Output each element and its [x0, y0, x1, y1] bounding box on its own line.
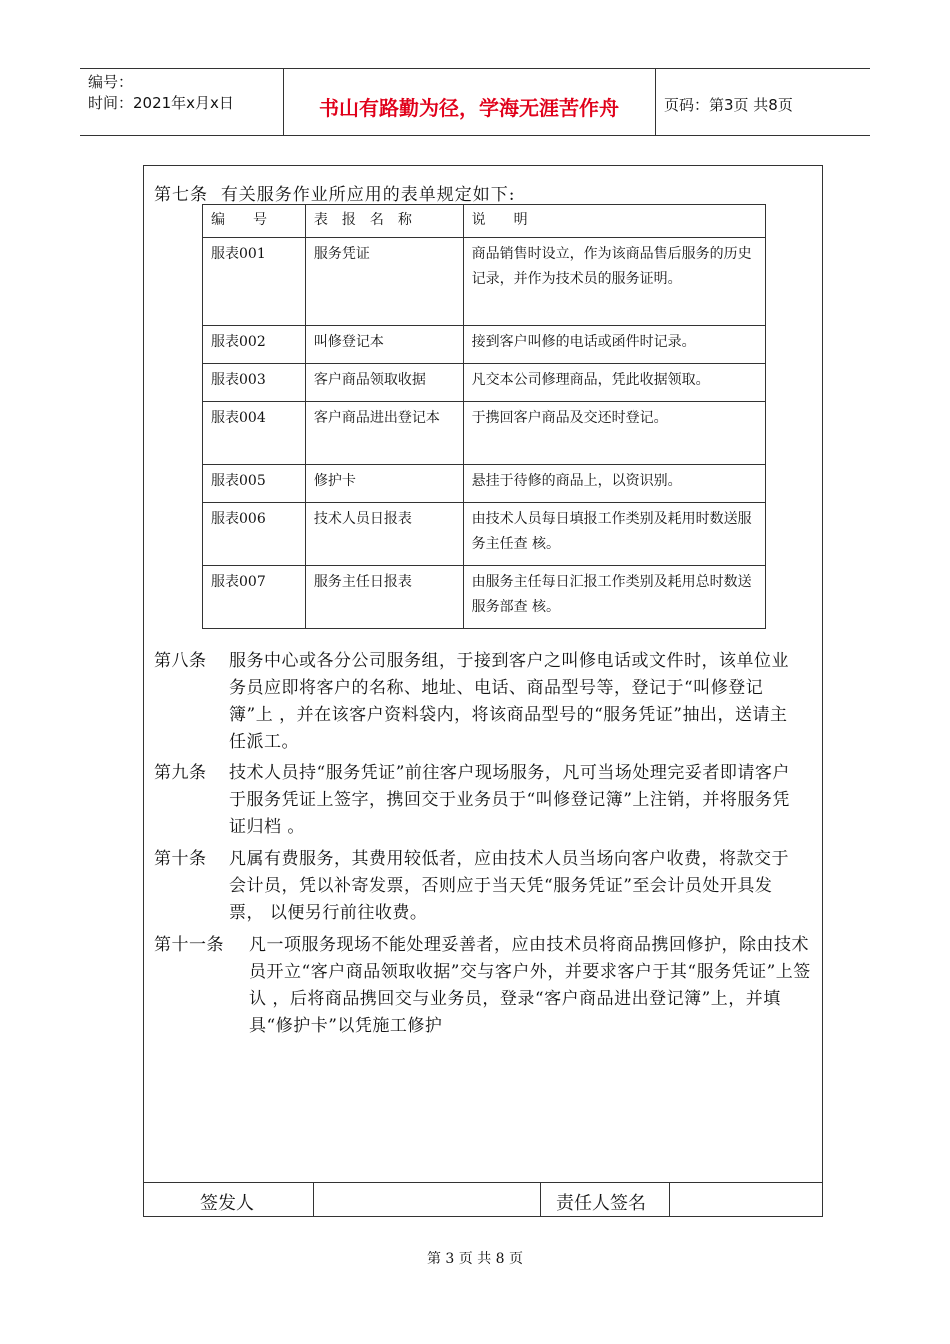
- article-label: 第九条: [154, 763, 207, 783]
- article-8: [154, 648, 804, 758]
- column-header-desc: 说 明: [463, 205, 765, 238]
- article-text: 有关服务作业所应用的表单规定如下:: [220, 185, 516, 205]
- responsible-signature-label: 责任人签名: [556, 1193, 646, 1214]
- table-row: [203, 465, 766, 503]
- form-description: 商品销售时设立，作为该商品售后服务的历史 记录，并作为技术员的服务证明。: [463, 238, 765, 326]
- form-description: 由服务主任每日汇报工作类别及耗用总时数送服务部查 核。: [463, 566, 765, 629]
- header-motto: 书山有路勤为径，学海无涯苦作舟: [319, 96, 619, 120]
- table-row: [203, 238, 766, 326]
- article-7: [154, 180, 516, 205]
- header-divider: [655, 68, 656, 135]
- table-header-row: [203, 205, 766, 238]
- table-row: [203, 326, 766, 364]
- column-header-code: 编 号: [203, 205, 306, 238]
- form-name: 客户商品进出登记本: [305, 402, 463, 465]
- form-description: 于携回客户商品及交还时登记。: [463, 402, 765, 465]
- signature-divider: [669, 1182, 670, 1217]
- document-time-label: 时间：2021年x月x日: [88, 94, 234, 112]
- signature-row-rule: [143, 1182, 823, 1183]
- article-text: 技术人员持“服务凭证”前往客户现场服务，凡可当场处理完妥者即请客户于服务凭证上签字，携回交于业务员于“叫修登记簿”上注销，并将服务凭证归档 。: [229, 763, 790, 837]
- table-row: [203, 566, 766, 629]
- article-10: [154, 846, 804, 928]
- article-9: [154, 760, 804, 842]
- document-number-label: 编号：: [88, 73, 134, 91]
- issuer-label: 签发人: [200, 1193, 254, 1214]
- form-code: 服表003: [203, 364, 306, 402]
- form-name: 服务凭证: [305, 238, 463, 326]
- header-top-rule: [80, 68, 870, 69]
- form-description: 接到客户叫修的电话或函件时记录。: [463, 326, 765, 364]
- header-page-code: 页码：第3页 共8页: [664, 96, 793, 114]
- article-text: 凡属有费服务，其费用较低者，应由技术人员当场向客户收费，将款交于会计员，凭以补寄发票，否则应于当天凭“服务凭证”至会计员处开具发票， 以便另行前往收费。: [229, 849, 789, 923]
- form-description: 凡交本公司修理商品，凭此收据领取。: [463, 364, 765, 402]
- form-code: 服表007: [203, 566, 306, 629]
- table-row: [203, 503, 766, 566]
- form-name: 服务主任日报表: [305, 566, 463, 629]
- form-name: 技术人员日报表: [305, 503, 463, 566]
- table-row: [203, 402, 766, 465]
- signature-divider: [313, 1182, 314, 1217]
- header-bottom-rule: [80, 135, 870, 136]
- form-description: 由技术人员每日填报工作类别及耗用时数送服务主任查 核。: [463, 503, 765, 566]
- article-text: 凡一项服务现场不能处理妥善者，应由技术员将商品携回修护，除由技术员开立“客户商品领取收据”交与客户外，并要求客户于其“服务凭证”上签认 ，后将商品携回交与业务员，登录“客户商品进出登记簿”上，并填具“修护卡”以凭施工修护: [249, 935, 811, 1036]
- form-name: 叫修登记本: [305, 326, 463, 364]
- article-11: [154, 932, 814, 1042]
- column-header-name: 表 报 名 称: [305, 205, 463, 238]
- article-label: 第七条: [154, 185, 208, 205]
- form-code: 服表006: [203, 503, 306, 566]
- form-code: 服表004: [203, 402, 306, 465]
- form-description: 悬挂于待修的商品上，以资识别。: [463, 465, 765, 503]
- article-label: 第十一条: [154, 935, 224, 955]
- table-row: [203, 364, 766, 402]
- article-label: 第十条: [154, 849, 207, 869]
- forms-table: [202, 204, 766, 629]
- page-footer: 第 3 页 共 8 页: [426, 1251, 524, 1267]
- form-code: 服表001: [203, 238, 306, 326]
- form-code: 服表002: [203, 326, 306, 364]
- article-text: 服务中心或各分公司服务组，于接到客户之叫修电话或文件时，该单位业务员应即将客户的名称、地址、电话、商品型号等，登记于“叫修登记簿”上 ，并在该客户资料袋内，将该商品型号的“服务凭证”抽出，送请主任派工。: [229, 651, 789, 752]
- signature-divider: [540, 1182, 541, 1217]
- form-code: 服表005: [203, 465, 306, 503]
- form-name: 修护卡: [305, 465, 463, 503]
- article-label: 第八条: [154, 651, 207, 671]
- form-name: 客户商品领取收据: [305, 364, 463, 402]
